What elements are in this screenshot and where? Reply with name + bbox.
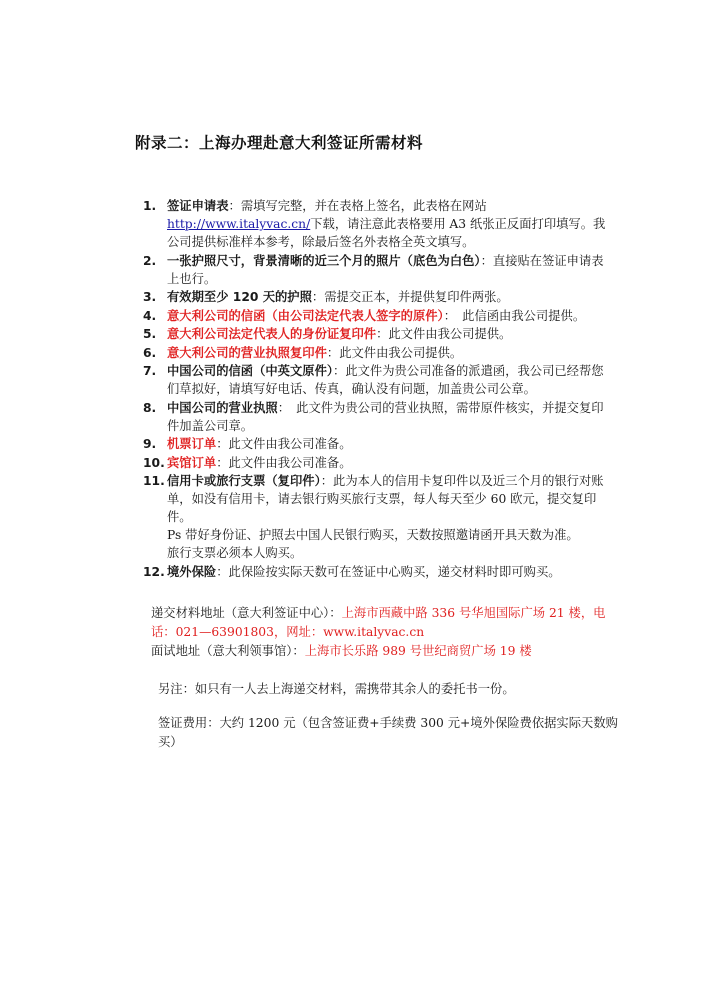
list-item [0,435,710,453]
list-item [0,307,710,325]
item-number: 3. [143,290,157,304]
item-number: 5. [143,327,157,341]
fee-text: 签证费用：大约 1200 元（包含签证费+手续费 300 元+境外保险费依据实际天数购买） [158,716,618,749]
item-heading: 一张护照尺寸，背景清晰的近三个月的照片（底色为白色） [167,253,481,268]
list-item [0,399,710,435]
submit-address-label: 递交材料地址（意大利签证中心）： [151,606,342,620]
list-item [0,472,710,562]
item-separator: ： [376,327,389,341]
item-heading: 意大利公司的营业执照复印件 [167,345,327,360]
item-separator: ： [228,199,241,213]
list-item [0,563,710,581]
requirements-list [0,197,710,581]
website-link[interactable]: http://www.italyvac.cn/ [167,217,311,231]
item-text: 此文件由我公司提供。 [339,345,463,360]
item-separator: ： [320,474,334,488]
item-heading: 宾馆订单 [167,455,217,470]
item-text: 此文件由我公司提供。 [388,327,512,341]
item-separator: ： [311,290,325,304]
item-number: 7. [143,364,157,378]
item-number: 12. [143,564,165,579]
submit-address-value: 上海市西藏中路 336 号华旭国际广场 21 楼，电话：021—63901803，网址：www.italyvac.cn [151,606,606,639]
item-separator: ： [443,308,450,323]
item-text: 直接贴在签证申请表上也行。 [167,253,604,286]
item-heading: 签证申请表 [167,199,229,213]
item-text: 此文件为贵公司准备的派遣函，我公司已经帮您们草拟好，请填写好电话、传真，确认没有问题，加盖贵公司公章。 [167,364,604,396]
item-separator: ： [216,455,229,470]
item-text: 此文件由我公司准备。 [228,437,352,451]
item-number: 8. [143,400,157,415]
item-text-continued: 下载，请注意此表格要用 A3 纸张正反面打印填写。我公司提供标准样本参考，除最后签名外表格全英文填写。 [167,217,606,249]
item-extra-note: 旅行支票必须本人购买。 [167,546,303,560]
item-text: 此为本人的信用卡复印件以及近三个月的银行对账单，如没有信用卡，请去银行购买旅行支票，每人每天至少 60 欧元，提交复印件。 [167,474,604,524]
list-item [0,325,710,343]
item-separator: ： [326,345,340,360]
item-separator: ： [480,253,493,268]
item-text: 需填写完整，并在表格上签名，此表格在网站 [240,199,487,213]
item-extra-note: Ps 带好身份证、护照去中国人民银行购买，天数按照邀请函开具天数为准。 [167,528,579,542]
item-number: 2. [143,253,157,268]
interview-address-label: 面试地址（意大利领事馆）： [151,644,305,658]
item-heading: 意大利公司法定代表人的身份证复印件 [167,327,377,341]
list-item [0,288,710,306]
item-number: 10. [143,455,165,470]
list-item [0,344,710,362]
item-heading: 有效期至少 120 天的护照 [167,290,312,304]
item-number: 9. [143,437,157,451]
item-number: 6. [143,345,157,360]
interview-address [151,642,621,661]
page-title: 附录二：上海办理赴意大利签证所需材料 [135,134,424,152]
item-text: 此保险按实际天数可在签证中心购买，递交材料时即可购买。 [228,564,561,579]
item-heading: 意大利公司的信函（由公司法定代表人签字的原件） [167,308,444,323]
item-heading: 机票订单 [167,437,217,451]
item-text: 需提交正本，并提供复印件两张。 [324,290,509,304]
list-item [0,197,710,251]
list-item [0,252,710,288]
item-number: 1. [143,199,157,213]
item-heading: 中国公司的营业执照 [167,400,278,415]
item-heading: 信用卡或旅行支票（复印件） [167,474,321,488]
item-separator: ： [216,437,229,451]
interview-address-value: 上海市长乐路 989 号世纪商贸广场 19 楼 [304,644,532,658]
item-heading: 境外保险 [167,564,217,579]
item-text: 此信函由我公司提供。 [449,308,586,323]
item-number: 11. [143,474,165,488]
item-heading: 中国公司的信函（中英文原件） [167,364,334,378]
item-separator: ： [216,564,229,579]
note-text: 另注：如只有一人去上海递交材料，需携带其余人的委托书一份。 [158,682,515,696]
item-text: 此文件由我公司准备。 [228,455,352,470]
list-item [0,454,710,472]
item-separator: ： [333,364,346,378]
item-separator: ： [277,400,284,415]
submit-address [151,604,621,642]
list-item [0,362,710,398]
item-number: 4. [143,308,157,323]
item-text: 此文件为贵公司的营业执照，需带原件核实，并提交复印件加盖公司章。 [167,400,604,433]
